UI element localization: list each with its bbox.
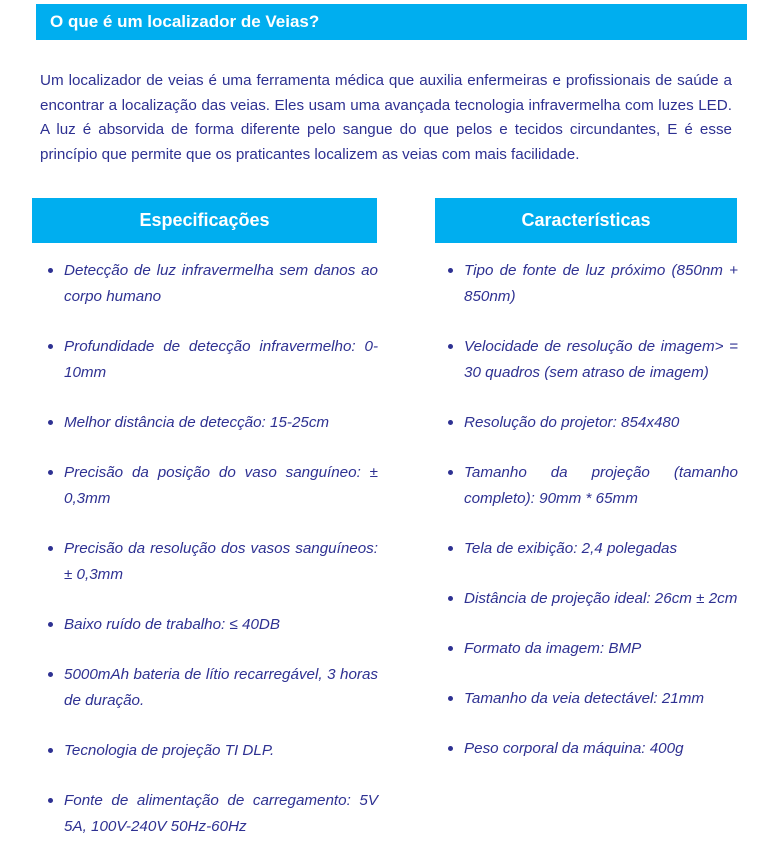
list-item-text: Precisão da resolução dos vasos sanguíneos: ± 0,3mm	[64, 540, 378, 583]
list-item-text: Distância de projeção ideal: 26cm ± 2cm	[464, 590, 738, 607]
list-item	[46, 460, 378, 512]
list-item	[446, 258, 738, 310]
list-item-text: Precisão da posição do vaso sanguíneo: ± 0,3mm	[64, 464, 378, 507]
list-item	[46, 258, 378, 310]
list-item-text: Fonte de alimentação de carregamento: 5V 5A, 100V-240V 50Hz-60Hz	[64, 792, 378, 835]
bullet-icon	[448, 596, 453, 601]
list-item	[46, 738, 378, 764]
bullet-icon	[448, 344, 453, 349]
list-item-text: Peso corporal da máquina: 400g	[464, 740, 684, 757]
bullet-icon	[448, 420, 453, 425]
bullet-icon	[448, 696, 453, 701]
list-item-text: Formato da imagem: BMP	[464, 640, 642, 657]
bullet-icon	[48, 748, 53, 753]
list-item-text: Detecção de luz infravermelha sem danos ao corpo humano	[64, 262, 378, 305]
bullet-icon	[48, 546, 53, 551]
bullet-icon	[48, 420, 53, 425]
specifications-list	[46, 258, 378, 840]
list-item-text: Profundidade de detecção infravermelho: 0-10mm	[64, 338, 378, 381]
list-item	[46, 536, 378, 588]
bullet-icon	[48, 470, 53, 475]
list-item	[46, 612, 378, 638]
list-item-text: 5000mAh bateria de lítio recarregável, 3 horas de duração.	[64, 666, 378, 709]
specifications-header: Especificações	[32, 198, 377, 243]
characteristics-header: Características	[435, 198, 737, 243]
list-item	[46, 662, 378, 714]
bullet-icon	[48, 344, 53, 349]
bullet-icon	[448, 470, 453, 475]
bullet-icon	[48, 268, 53, 273]
characteristics-list	[446, 258, 738, 762]
bullet-icon	[48, 622, 53, 627]
bullet-icon	[448, 268, 453, 273]
bullet-icon	[48, 672, 53, 677]
section-title: O que é um localizador de Veias?	[36, 4, 747, 40]
list-item	[446, 410, 738, 436]
list-item	[446, 334, 738, 386]
list-item-text: Tamanho da veia detectável: 21mm	[464, 690, 705, 707]
list-item-text: Tamanho da projeção (tamanho completo): 90mm * 65mm	[464, 464, 738, 507]
bullet-icon	[448, 646, 453, 651]
list-item-text: Velocidade de resolução de imagem> = 30 quadros (sem atraso de imagem)	[464, 338, 738, 381]
list-item	[446, 586, 738, 612]
list-item	[446, 686, 738, 712]
list-item-text: Melhor distância de detecção: 15-25cm	[64, 414, 330, 431]
bullet-icon	[448, 546, 453, 551]
list-item	[446, 536, 738, 562]
list-item	[46, 788, 378, 840]
list-item-text: Tipo de fonte de luz próximo (850nm + 850nm)	[464, 262, 738, 305]
intro-paragraph: Um localizador de veias é uma ferramenta médica que auxilia enfermeiras e profissionais de saúde a encontrar a localização das veias. Eles usam uma avançada tecnologia infravermelha com luzes LED. A luz é absorvida de forma diferente pelo sangue do que pelos e tecidos circundantes, E é esse princípio que permite que os praticantes localizem as veias com mais facilidade.	[40, 72, 732, 163]
list-item-text: Tecnologia de projeção TI DLP.	[64, 742, 275, 759]
list-item	[446, 736, 738, 762]
list-item	[46, 410, 378, 436]
list-item-text: Tela de exibição: 2,4 polegadas	[464, 540, 678, 557]
list-item	[446, 636, 738, 662]
list-item-text: Baixo ruído de trabalho: ≤ 40DB	[64, 616, 281, 633]
bullet-icon	[48, 798, 53, 803]
list-item-text: Resolução do projetor: 854x480	[464, 414, 680, 431]
list-item	[446, 460, 738, 512]
bullet-icon	[448, 746, 453, 751]
list-item	[46, 334, 378, 386]
